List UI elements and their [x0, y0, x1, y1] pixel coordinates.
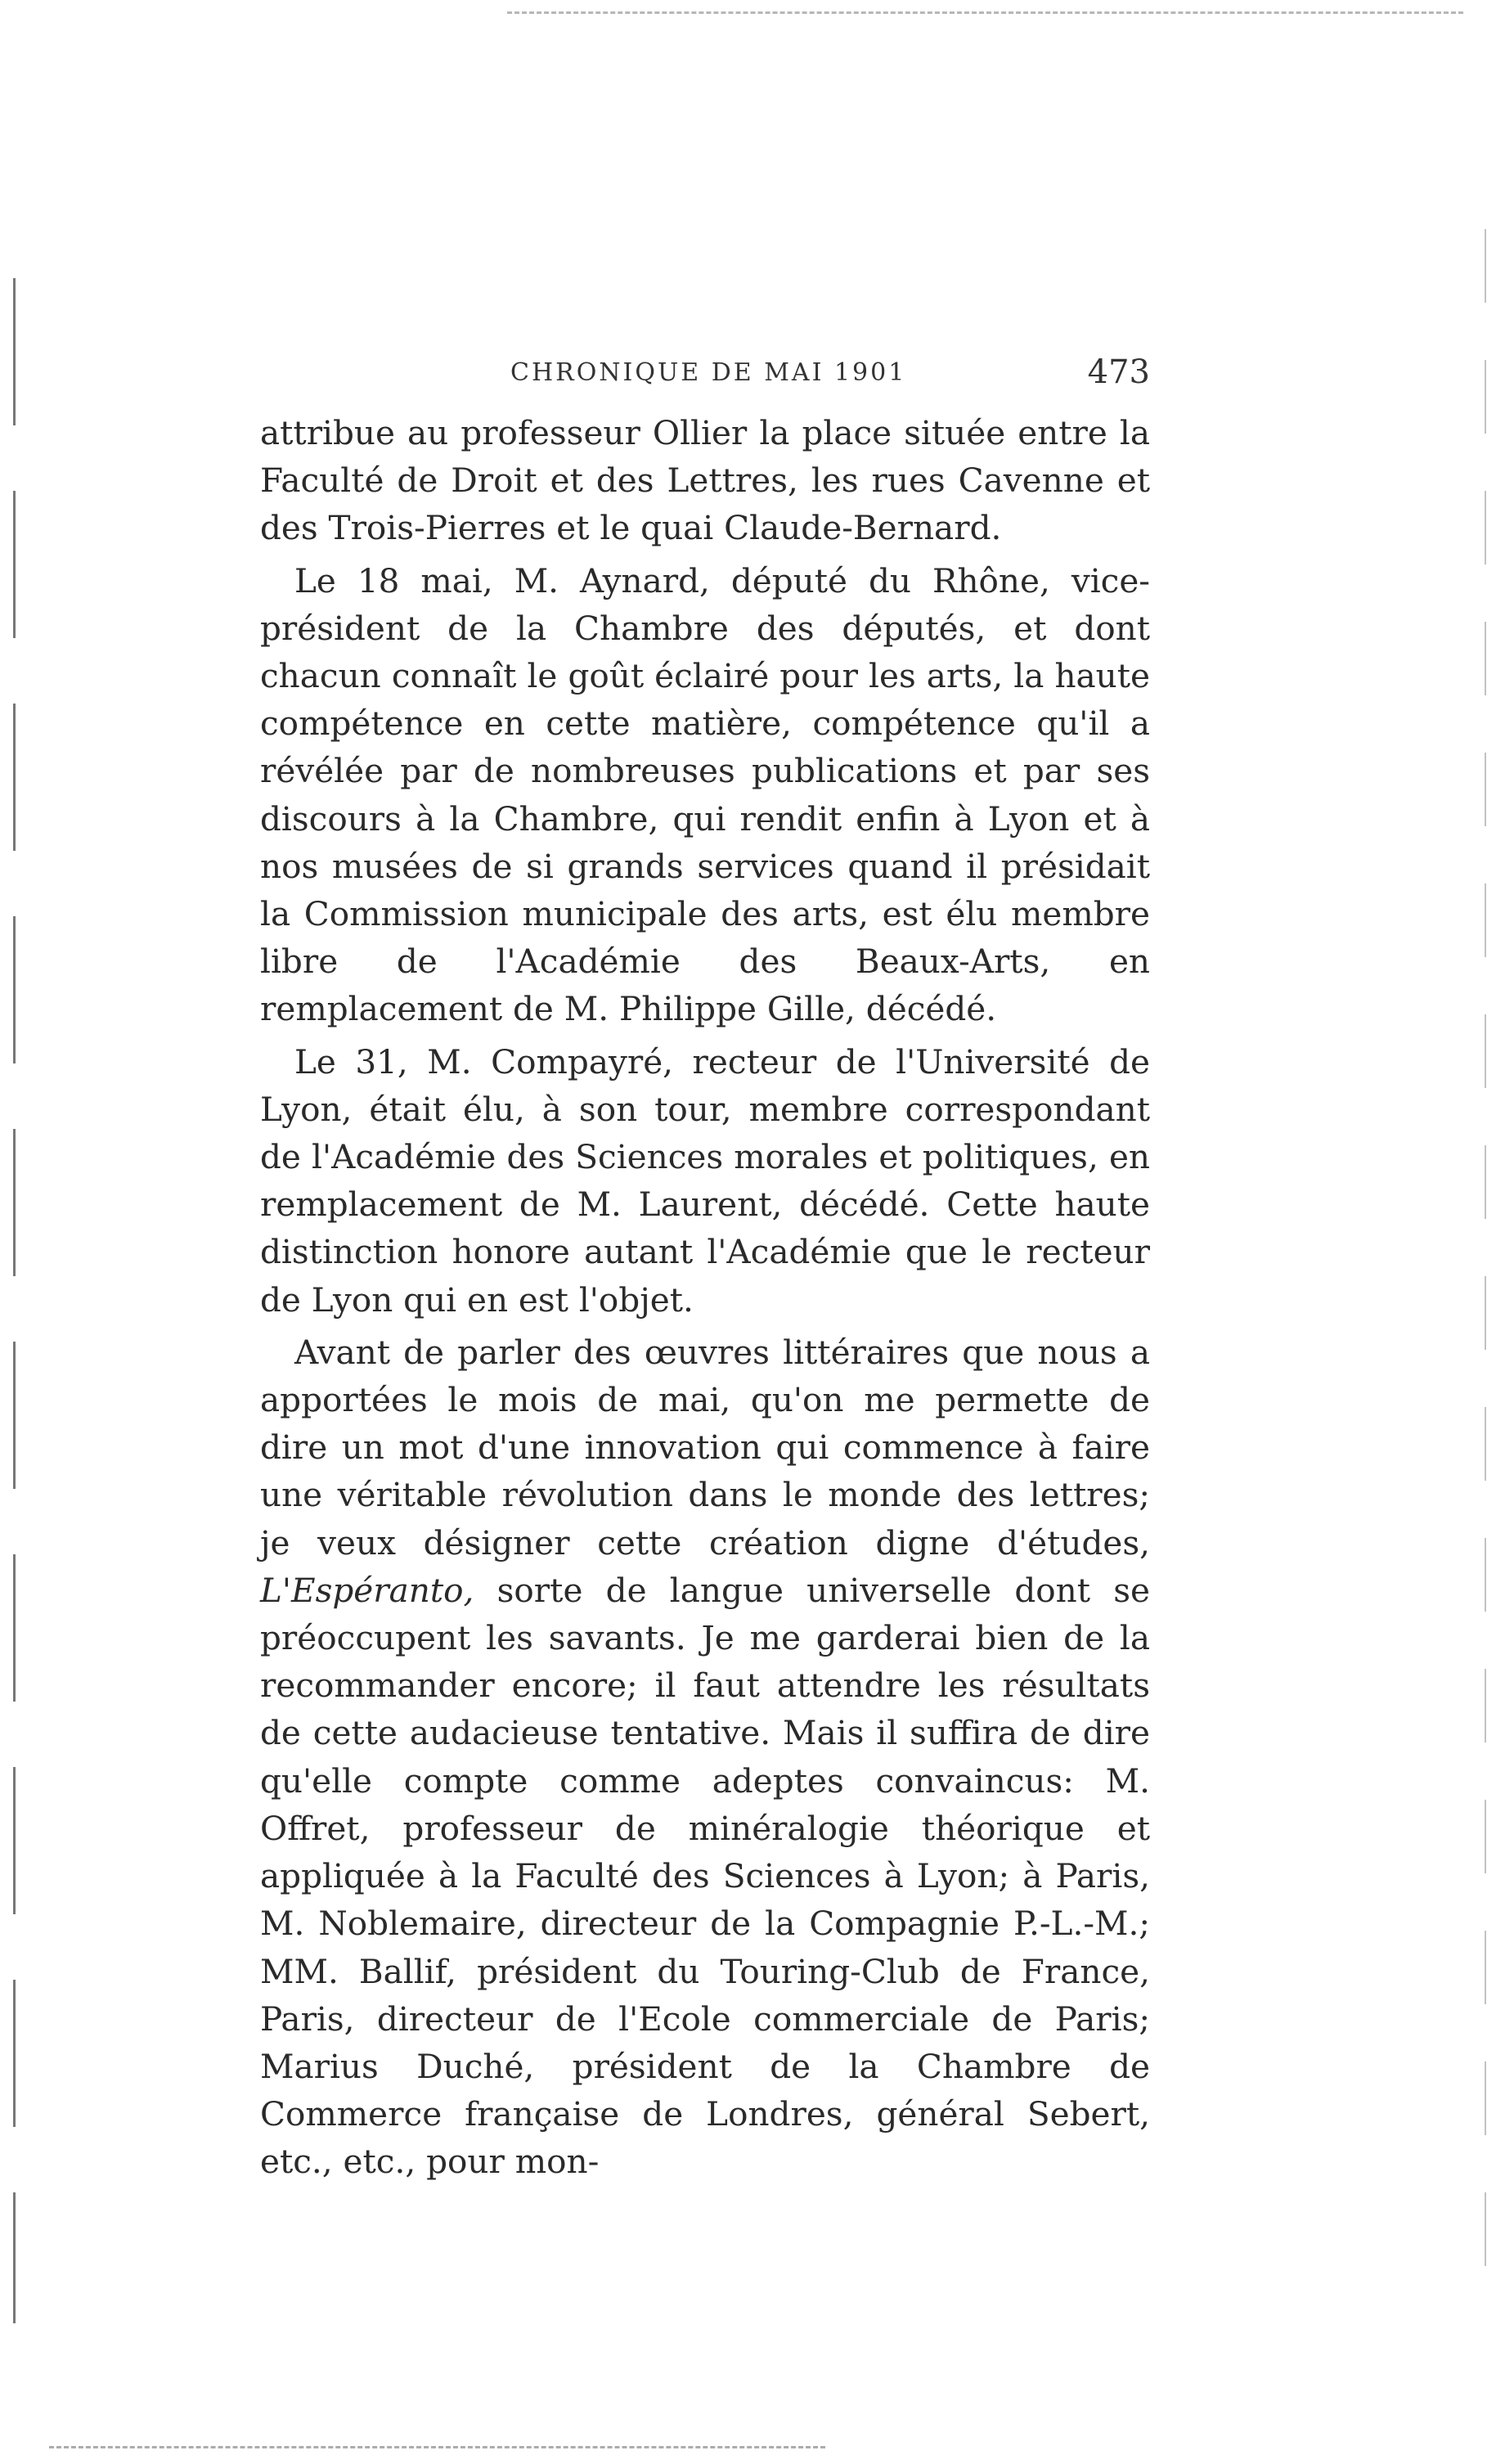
paragraph-4-part-1: Avant de parler des œuvres littéraires que nous a apportées le mois de mai, qu'on me permette de dire un mot d'une innovation qui commence à faire une véritable révolution dans le monde des lettres; je veux désigner cette création digne d'études,: [260, 1332, 1150, 1562]
paragraph-3: Le 31, M. Compayré, recteur de l'Université de Lyon, était élu, à son tour, membre correspondant de l'Académie des Sciences morales et politiques, en remplacement de M. Laurent, décédé. Cette haute distinction honore autant l'Académie que le recteur de Lyon qui en est l'objet.: [260, 1041, 1150, 1320]
running-header: [260, 353, 1150, 402]
paragraph-1: attribue au professeur Ollier la place située entre la Faculté de Droit et des Lettres, les rues Cavenne et des Trois-Pierres et le quai Claude-Bernard.: [260, 413, 1150, 548]
scan-artifact-bottom: [49, 2446, 825, 2448]
esperanto-title: L'Espéranto,: [260, 1570, 474, 1610]
scan-edge-left: [13, 278, 16, 2323]
body-text: [260, 409, 1150, 2186]
paragraph-2: Le 18 mai, M. Aynard, député du Rhône, vice-président de la Chambre des députés, et dont chacun connaît le goût éclairé pour les arts, la haute compétence en cette matière, compétence qu'il a révélée par de nombreuses publications et par ses discours à la Chambre, qui rendit enfin à Lyon et à nos musées de si grands services quand il présidait la Commission municipale des arts, est élu membre libre de l'Académie des Beaux-Arts, en remplacement de M. Philippe Gille, décédé.: [260, 560, 1150, 1029]
paragraph-4-part-2: sorte de langue universelle dont se préoccupent les savants. Je me garderai bien de la recommander encore; il faut attendre les résultats de cette audacieuse tentative. Mais il suffira de dire qu'elle compte comme adeptes convaincus: M. Offret, professeur de minéralogie théorique et appliquée à la Faculté des Sciences à Lyon; à Paris, M. Noblemaire, directeur de la Compagnie P.-L.-M.; MM. Ballif, président du Touring-Club de France, Paris, directeur de l'Ecole commerciale de Paris; Marius Duché, président de la Chambre de Commerce française de Londres, général Sebert, etc., etc., pour mon-: [260, 1570, 1150, 2182]
scan-edge-right: [1485, 229, 1486, 2274]
running-title: CHRONIQUE DE MAI 1901: [510, 358, 907, 387]
scan-artifact-top: [507, 11, 1463, 14]
page-number: 473: [1087, 353, 1150, 391]
paragraph-4: [260, 1329, 1150, 2186]
